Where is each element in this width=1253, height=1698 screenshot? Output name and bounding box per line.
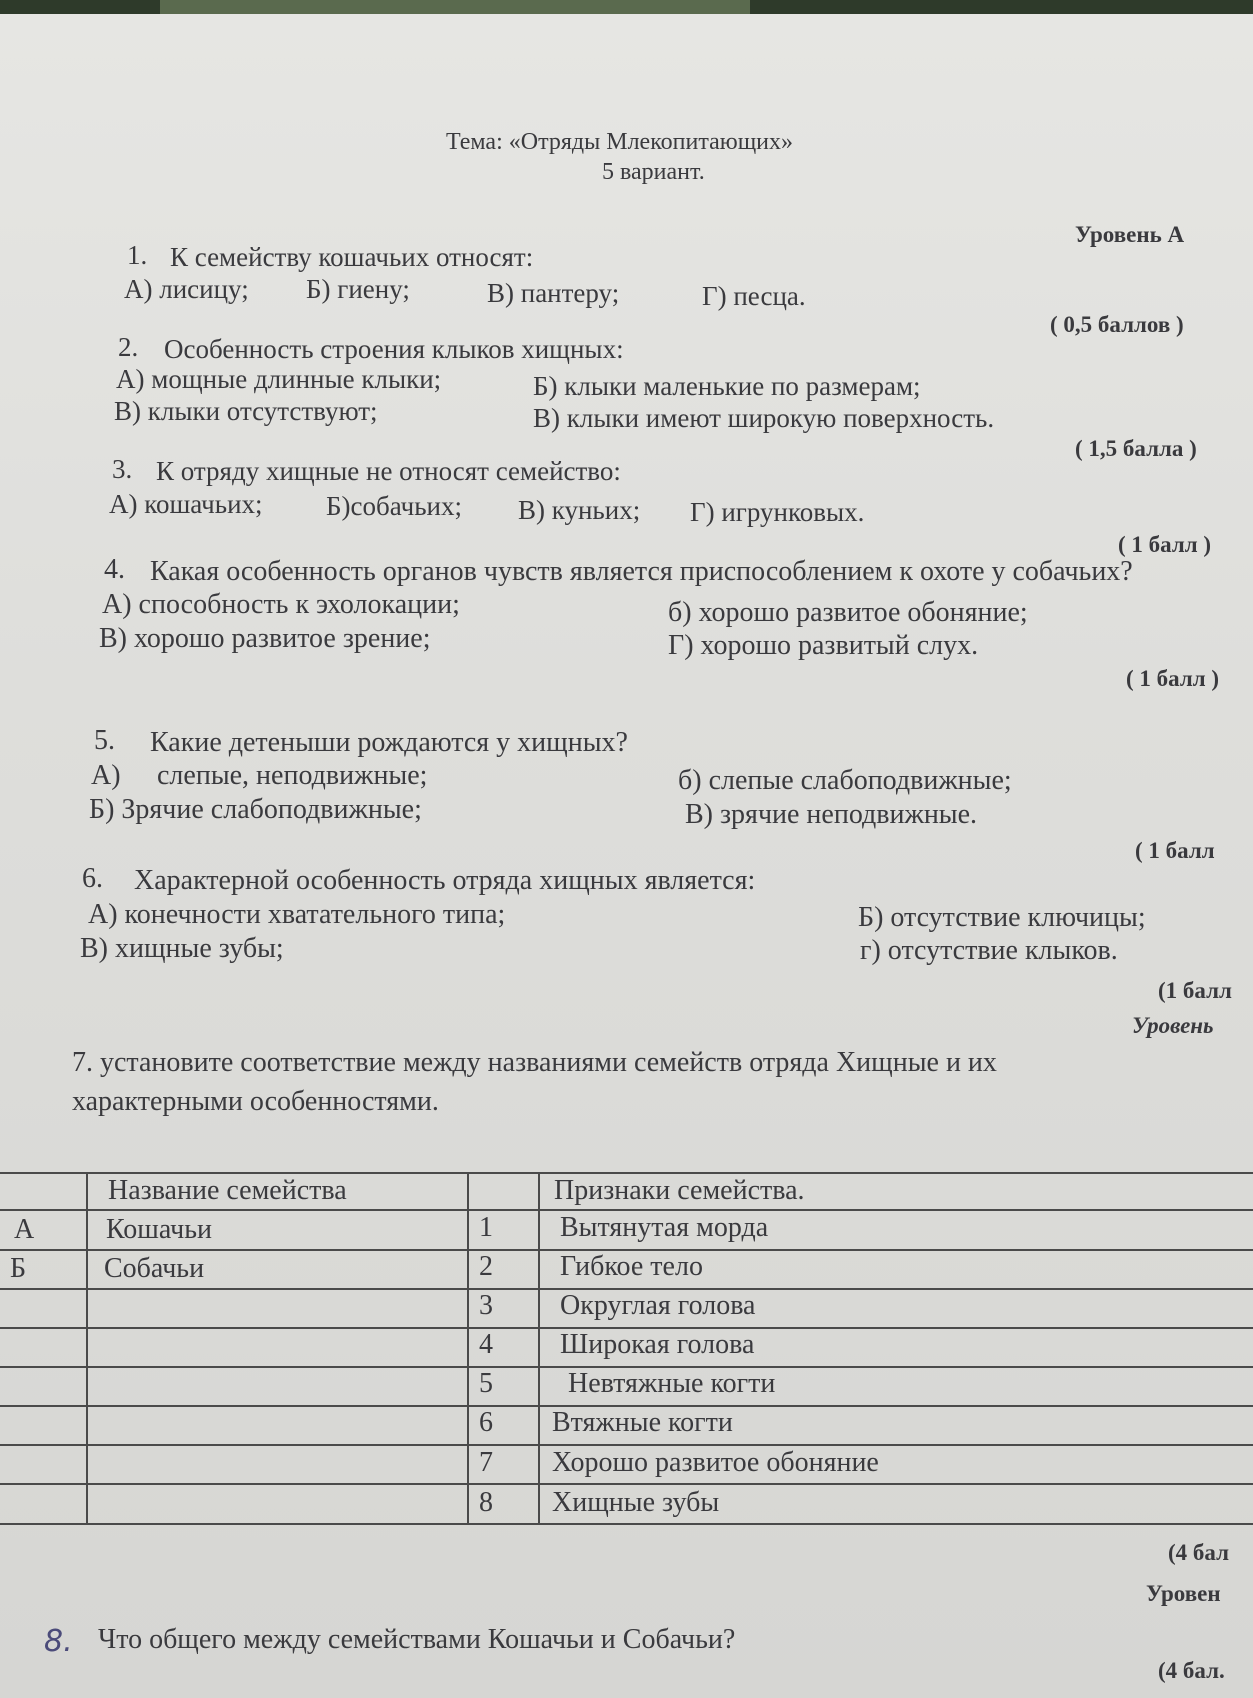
q2-option-b: Б) клыки маленькие по размерам; (533, 371, 921, 401)
q6-score: (1 балл (1158, 978, 1232, 1003)
q2-text: Особенность строения клыков хищных: (164, 334, 624, 364)
q3-option-b: Б)собачьих; (326, 491, 462, 521)
level-b-label: Уровень (1132, 1013, 1214, 1038)
q8-number: 8. (44, 1624, 73, 1659)
q5-text: Какие детеныши рождаются у хищных? (150, 727, 628, 758)
sign-text: Хищные зубы (552, 1487, 720, 1518)
q6-option-b: Б) отсутствие ключицы; (858, 902, 1146, 933)
q3-score: ( 1 балл ) (1118, 532, 1212, 557)
table-row-divider (0, 1483, 1253, 1485)
q6-number: 6. (82, 863, 103, 894)
family-name-b: Собачьи (104, 1253, 205, 1284)
table-header-family: Название семейства (108, 1175, 347, 1206)
table-col-divider (538, 1172, 540, 1525)
q5-option-d: В) зрячие неподвижные. (685, 799, 978, 830)
level-c-label: Уровен (1146, 1581, 1221, 1606)
sign-text: Хорошо развитое обоняние (552, 1447, 879, 1478)
q3-number: 3. (112, 454, 133, 484)
table-header-signs: Признаки семейства. (554, 1175, 805, 1206)
family-letter-a: А (14, 1214, 35, 1245)
q3-option-d: Г) игрунковых. (690, 497, 865, 527)
q6-text: Характерной особенность отряда хищных является: (134, 865, 756, 896)
table-row-divider (0, 1444, 1253, 1446)
q7-score: (4 бал (1168, 1540, 1230, 1565)
level-a-label: Уровень А (1075, 222, 1185, 247)
table-border-top (0, 1172, 1253, 1174)
q5-number: 5. (94, 725, 115, 756)
sign-number: 6 (479, 1407, 493, 1438)
q3-option-c: В) куньих; (518, 495, 641, 525)
table-col-divider (467, 1172, 469, 1525)
q5-option-a-letter: А) (91, 760, 121, 791)
sign-text: Округлая голова (560, 1290, 756, 1321)
q6-option-c: В) хищные зубы; (80, 933, 284, 964)
q3-text: К отряду хищные не относят семейство: (156, 456, 621, 486)
sign-number: 8 (479, 1487, 493, 1518)
sign-number: 2 (479, 1251, 493, 1282)
table-col-divider (86, 1172, 88, 1525)
q1-text: К семейству кошачьих относят: (170, 242, 534, 272)
table-border-bottom (0, 1523, 1253, 1525)
q4-option-b: б) хорошо развитое обоняние; (668, 597, 1028, 628)
q4-option-a: А) способность к эхолокации; (102, 589, 460, 620)
q7-text-line1: 7. установите соответствие между названиями семейств отряда Хищные и их (72, 1047, 997, 1078)
matching-table (0, 1167, 1253, 1551)
q2-score: ( 1,5 балла ) (1075, 436, 1197, 461)
q4-option-c: В) хорошо развитое зрение; (99, 623, 431, 654)
sign-text: Втяжные когти (552, 1407, 733, 1438)
sign-number: 1 (479, 1212, 493, 1243)
q5-option-a: слепые, неподвижные; (157, 760, 428, 791)
q6-option-d: г) отсутствие клыков. (860, 935, 1118, 966)
q1-score: ( 0,5 баллов ) (1050, 312, 1184, 337)
worksheet-page (0, 14, 1253, 1698)
sign-text: Гибкое тело (560, 1251, 703, 1282)
q4-number: 4. (104, 554, 125, 585)
q5-option-c: Б) Зрячие слабоподвижные; (89, 794, 422, 825)
sign-text: Невтяжные когти (568, 1368, 776, 1399)
q2-option-a: А) мощные длинные клыки; (116, 364, 442, 394)
q8-text: Что общего между семействами Кошачьи и Собачьи? (98, 1624, 736, 1655)
q7-text-line2: характерными особенностями. (72, 1086, 439, 1117)
variant-label: 5 вариант. (602, 159, 705, 185)
q1-option-d: Г) песца. (702, 281, 806, 311)
sign-number: 5 (479, 1368, 493, 1399)
sign-number: 7 (479, 1447, 493, 1478)
q2-number: 2. (118, 332, 139, 362)
sign-text: Вытянутая морда (560, 1212, 769, 1243)
family-letter-b: Б (10, 1253, 27, 1284)
topic-title: Тема: «Отряды Млекопитающих» (446, 129, 794, 155)
q3-option-a: А) кошачьих; (109, 489, 263, 519)
q2-option-d: В) клыки имеют широкую поверхность. (533, 403, 995, 433)
q1-option-b: Б) гиену; (306, 274, 410, 304)
q4-score: ( 1 балл ) (1126, 666, 1220, 691)
q6-option-a: А) конечности хватательного типа; (88, 899, 506, 930)
sign-text: Широкая голова (560, 1329, 755, 1360)
family-name-a: Кошачьи (106, 1214, 212, 1245)
q5-score: ( 1 балл (1135, 838, 1215, 863)
q2-option-c: В) клыки отсутствуют; (114, 396, 378, 426)
table-row-divider (0, 1209, 1253, 1211)
q5-option-b: б) слепые слабоподвижные; (678, 765, 1012, 796)
q1-number: 1. (127, 240, 148, 270)
sign-number: 4 (479, 1329, 493, 1360)
q4-text: Какая особенность органов чувств является приспособлением к охоте у собачьих? (150, 556, 1133, 587)
q4-option-d: Г) хорошо развитый слух. (668, 630, 979, 661)
sign-number: 3 (479, 1290, 493, 1321)
q1-option-a: А) лисицу; (124, 274, 249, 304)
q1-option-c: В) пантеру; (487, 278, 620, 308)
q8-score: (4 бал. (1158, 1658, 1225, 1683)
